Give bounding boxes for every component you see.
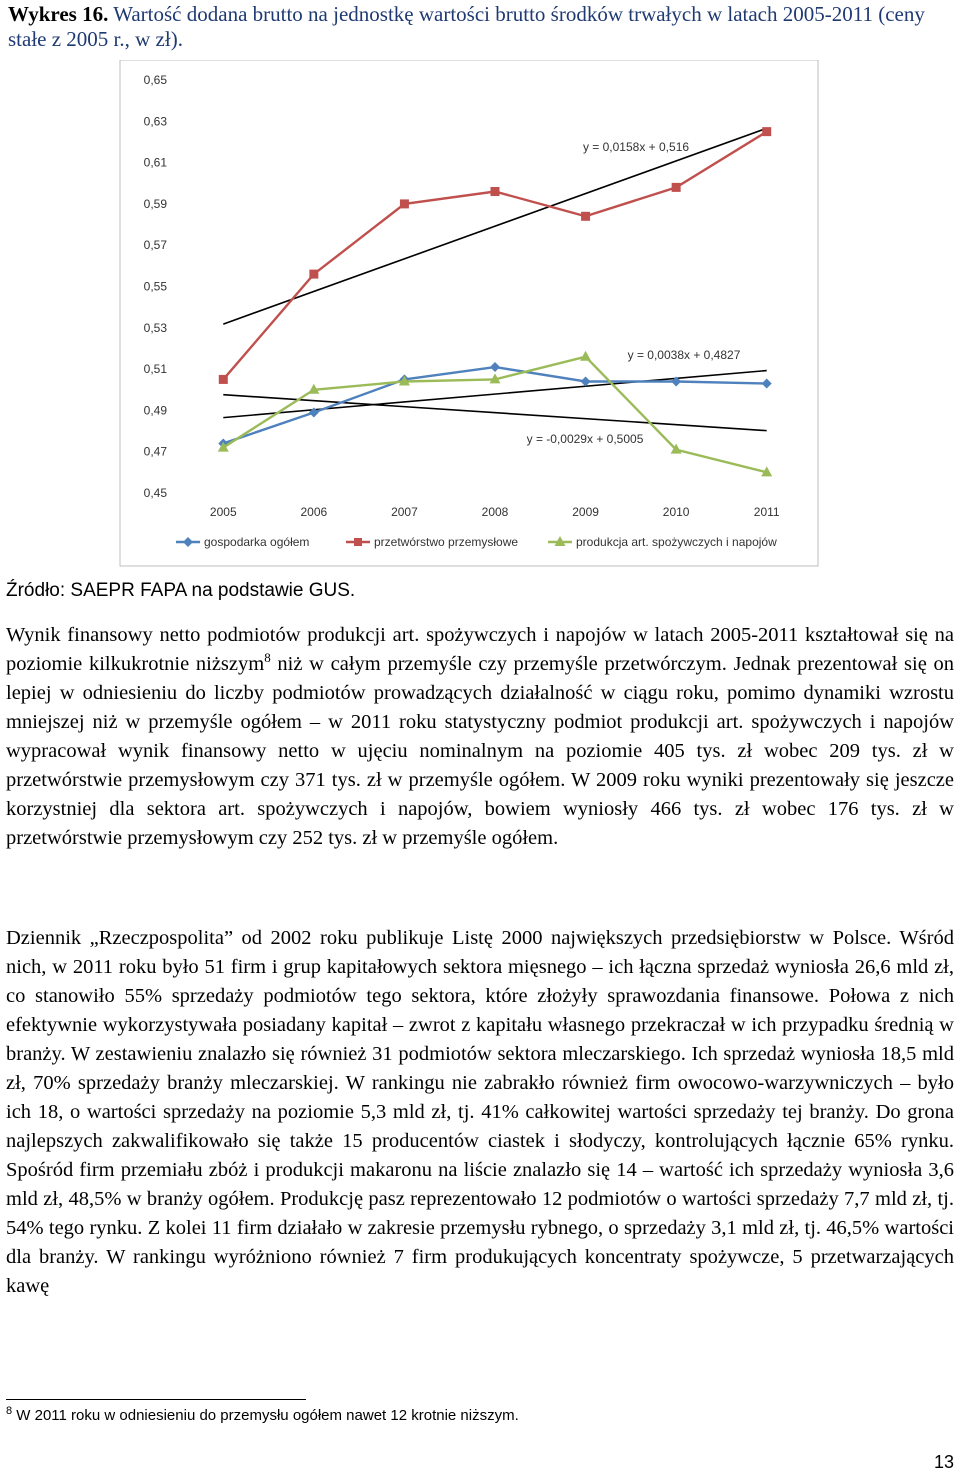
footnote-number: 8 (6, 1405, 13, 1417)
y-tick-label: 0,55 (143, 279, 167, 294)
chart-border (120, 60, 818, 566)
x-tick-label: 2011 (753, 505, 780, 519)
paragraph-2: Dziennik „Rzeczpospolita” od 2002 roku publikuje Listę 2000 największych przedsiębiorstw w Polsce. Wśród nich, w 2011 roku było 51 firm i grup kapitałowych sektora mięsnego – ich łączna sprzedaż wyniosła 26,6 mld zł, co stanowiło 55% sprzedaży podmiotów tego sektora, które złożyły sprawozdania finansowe. Połowa z nich efektywnie wykorzystywała posiadany kapitał – zwrot z kapitału własnego przekraczał w ich przypadku średnią w branży. W zestawieniu znalazło się również 31 podmiotów sektora mleczarskiego. Ich sprzedaż wyniosła 18,5 mld zł, 70% sprzedaży branży mleczarskiej. W rankingu nie zabrakło również firm owocowo-warzywniczych – było ich 18, o wartości sprzedaży na poziomie 5,3 mld zł, tj. 41% całkowitej wartości sprzedaży tej branży. Do grona najlepszych zakwalifikowało się także 15 producentów ciastek i słodyczy, kontrolujących łącznie 65% rynku. Spośród firm przemiału zbóż i produkcji makaronu na liście znalazło się 14 – wartość ich sprzedaży wyniosła 3,6 mld zł, 48,5% w branży ogółem. Produkcję pasz reprezentowało 12 podmiotów o wartości sprzedaży 7,7 mld zł, tj. 54% tego rynku. Z kolei 11 firm działało w zakresie przemysłu rybnego, o sprzedaży 3,1 mld zł, tj. 46,5% wartości dla branży. W rankingu wyróżniono również 7 firm produkujących koncentraty spożywcze, 5 przetwarzających kawę (6, 927, 954, 1297)
footnote (6, 1407, 519, 1424)
data-point-square (491, 188, 499, 196)
legend-label: gospodarka ogółem (204, 535, 310, 549)
data-point-square (672, 183, 680, 191)
y-tick-label: 0,53 (143, 320, 167, 335)
figure-caption: Wartość dodana brutto na jednostkę wartości brutto środków trwałych w latach 2005-2011 (ceny stałe z 2005 r., w zł). (8, 2, 925, 51)
legend-label: produkcja art. spożywczych i napojów (576, 535, 777, 549)
data-point-diamond (762, 379, 772, 389)
legend-marker (183, 537, 193, 547)
paragraph-1-text-b: niż w całym przemyśle czy przemyśle przetwórczym. Jednak prezentował się on lepiej w odniesieniu do liczby podmiotów prowadzących działalność w ciągu roku, pomimo dynamiki wzrostu mniejszej niż w przemyśle ogółem – w 2011 roku statystyczny podmiot produkcji art. spożywczych i napojów wypracował wynik finansowy netto w ujęciu nominalnym na poziomie 405 tys. zł wobec 209 tys. zł w przetwórstwie przemysłowym czy 371 tys. zł w przemyśle ogółem. W 2009 roku wyniki prezentowały się jeszcze korzystniej dla sektora art. spożywczych i napojów, bowiem wyniosły 466 tys. zł wobec 176 tys. zł w przetwórstwie przemysłowym czy 252 tys. zł w przemyśle ogółem. (6, 653, 955, 849)
page-number: 13 (933, 1452, 954, 1472)
data-point-square (400, 200, 408, 208)
data-point-square (582, 212, 590, 220)
y-tick-label: 0,59 (143, 196, 167, 211)
y-tick-label: 0,57 (143, 238, 167, 253)
trendline-equation: y = 0,0158x + 0,516 (582, 140, 690, 154)
x-tick-label: 2005 (209, 505, 237, 519)
x-tick-label: 2010 (662, 505, 690, 519)
x-tick-label: 2007 (391, 505, 418, 519)
legend-marker (354, 538, 362, 546)
line-chart (0, 60, 820, 570)
footnote-text: W 2011 roku w odniesieniu do przemysłu ogółem nawet 12 krotnie niższym. (12, 1407, 519, 1424)
paragraph-1 (6, 621, 954, 853)
data-point-square (219, 375, 227, 383)
y-tick-label: 0,61 (143, 155, 167, 170)
x-tick-label: 2006 (300, 505, 328, 519)
y-tick-label: 0,63 (143, 114, 167, 129)
data-point-diamond (581, 376, 591, 386)
footnote-ref[interactable]: 8 (264, 650, 271, 666)
x-tick-label: 2009 (572, 505, 599, 519)
y-tick-label: 0,51 (143, 362, 167, 377)
x-tick-label: 2008 (481, 505, 509, 519)
footnote-divider (6, 1399, 306, 1400)
legend-label: przetwórstwo przemysłowe (374, 535, 519, 549)
paragraph-1-text-a: Wynik finansowy netto podmiotów produkcji art. spożywczych i napojów w latach 2005-2011 kształtował się na poziomie kilkukrotnie niższym (6, 624, 954, 675)
data-point-square (310, 270, 318, 278)
figure-label: Wykres 16. (8, 2, 109, 26)
y-tick-label: 0,49 (143, 403, 167, 418)
data-point-diamond (490, 362, 500, 372)
series-line (223, 132, 766, 380)
source-note: Źródło: SAEPR FAPA na podstawie GUS. (6, 580, 356, 601)
trendline-equation: y = -0,0029x + 0,5005 (526, 432, 644, 446)
trendline (223, 395, 766, 431)
y-tick-label: 0,45 (143, 486, 167, 500)
data-point-square (763, 128, 771, 136)
y-tick-label: 0,47 (143, 444, 167, 459)
trendline (223, 128, 766, 324)
data-point-triangle (580, 351, 591, 361)
trendline-equation: y = 0,0038x + 0,4827 (627, 348, 741, 362)
y-tick-label: 0,65 (143, 73, 167, 87)
figure-title (8, 2, 956, 52)
